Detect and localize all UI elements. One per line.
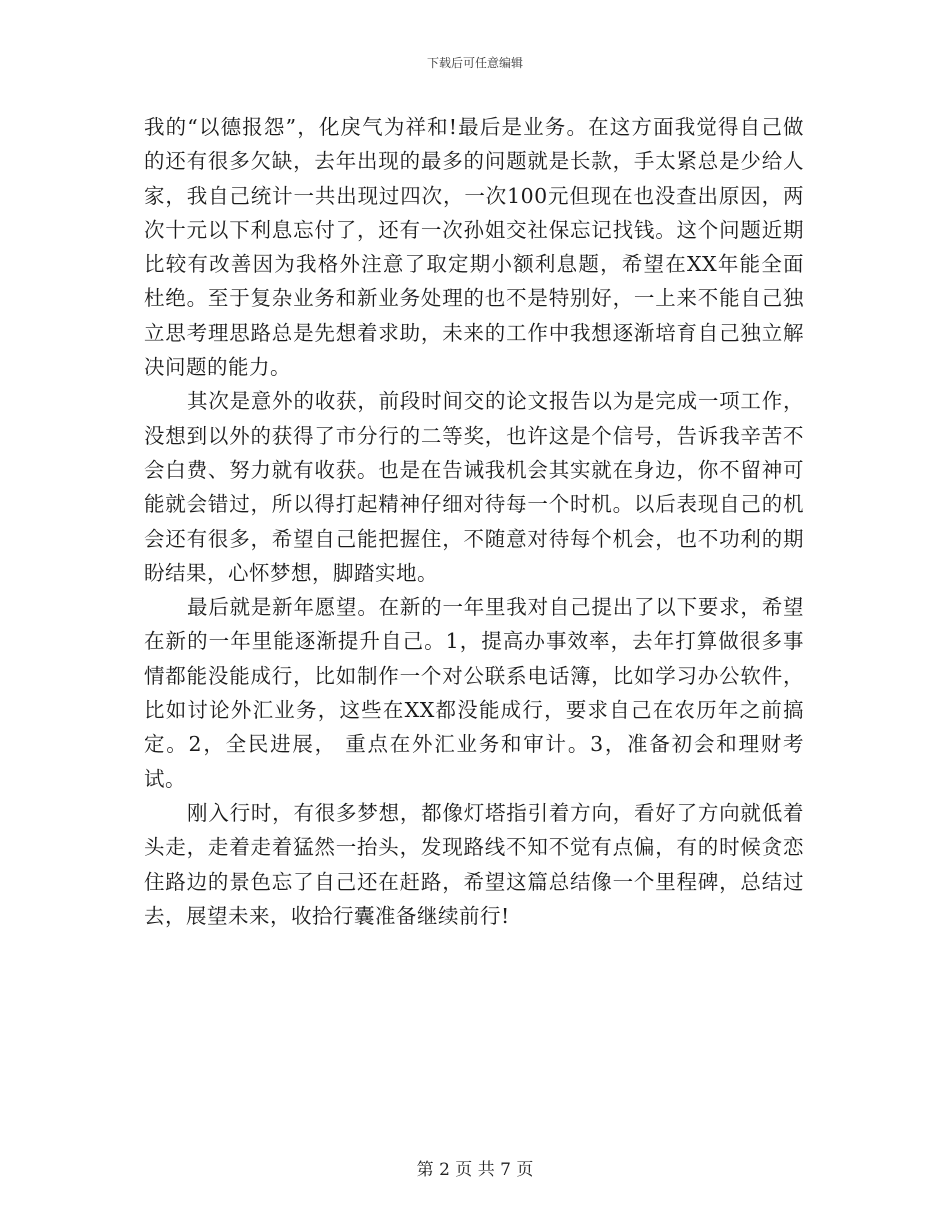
paragraph-3: 最后就是新年愿望。在新的一年里我对自己提出了以下要求，希望在新的一年里能逐渐提升自己。1，提高办事效率，去年打算做很多事情都能没能成行，比如制作一个对公联系电话簿，比如学习办公软件，比如讨论外汇业务，这些在XX都没能成行，要求自己在农历年之前搞定。2，全民进展， 重点在外汇业务和审计。3，准备初会和理财考试。 (144, 595, 804, 791)
paragraph-1: 我的“以德报怨”，化戾气为祥和!最后是业务。在这方面我觉得自己做的还有很多欠缺，去年出现的最多的问题就是长款，手太紧总是少给人家，我自己统计一共出现过四次，一次100元但现在也没查出原因，两次十元以下利息忘付了，还有一次孙姐交社保忘记找钱。这个问题近期比较有改善因为我格外注意了取定期小额利息题，希望在XX年能全面杜绝。至于复杂业务和新业务处理的也不是特别好，一上来不能自己独立思考理思路总是先想着求助，未来的工作中我想逐渐培育自己独立解决问题的能力。 (144, 115, 804, 380)
page-number-footer: 第 2 页 共 7 页 (416, 1160, 534, 1180)
paragraph-2: 其次是意外的收获，前段时间交的论文报告以为是完成一项工作，没想到以外的获得了市分行的二等奖，也许这是个信号，告诉我辛苦不 会白费、努力就有收获。也是在告诫我机会其实就在身边，你不留神可能就会错过，所以得打起精神仔细对待每一个时机。以后表现自己的机会还有很多，希望自己能把握住，不随意对待每个机会，也不功利的期盼结果，心怀梦想，脚踏实地。 (144, 389, 804, 585)
page-header: 下载后可任意编辑 (426, 56, 523, 70)
document-body (144, 110, 804, 933)
paragraph-4: 刚入行时，有很多梦想，都像灯塔指引着方向，看好了方向就低着头走，走着走着猛然一抬头，发现路线不知不觉有点偏，有的时候贪恋住路边的景色忘了自己还在赶路，希望这篇总结像一个里程碑，总结过去，展望未来，收拾行囊准备继续前行! (144, 800, 804, 928)
